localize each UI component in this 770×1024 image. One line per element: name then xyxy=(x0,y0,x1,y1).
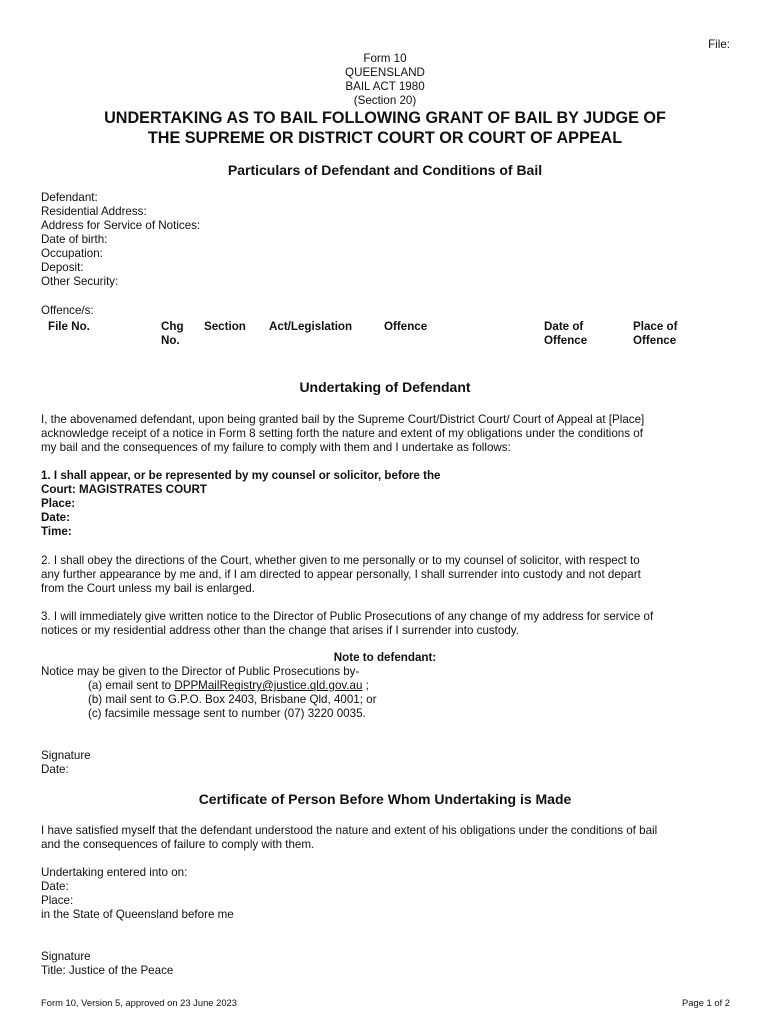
defendant-date-label: Date: xyxy=(41,763,69,776)
note-heading: Note to defendant: xyxy=(333,651,437,664)
undertaking-heading: Undertaking of Defendant xyxy=(299,379,471,395)
entered-label: Undertaking entered into on: xyxy=(41,866,188,879)
particulars-heading: Particulars of Defendant and Conditions of Bail xyxy=(227,162,543,178)
item-3-line: 3. I will immediately give written notice to the Director of Public Prosecutions of any change of my address for service of xyxy=(41,610,654,623)
col-act: Act/Legislation xyxy=(269,320,353,333)
item-2-line: from the Court unless my bail is enlarged. xyxy=(41,582,255,595)
col-place-line2: Offence xyxy=(633,334,677,347)
item-3-line: notices or my residential address other than the change that arises if I surrender into custody. xyxy=(41,624,519,637)
col-file-no: File No. xyxy=(48,320,90,333)
col-place xyxy=(633,320,677,348)
field-service-address: Address for Service of Notices: xyxy=(41,219,201,232)
field-date-of-birth: Date of birth: xyxy=(41,233,108,246)
field-residential-address: Residential Address: xyxy=(41,205,147,218)
title-line-1: UNDERTAKING AS TO BAIL FOLLOWING GRANT OF BAIL BY JUDGE OF xyxy=(104,109,666,127)
footer-page-number: Page 1 of 2 xyxy=(682,997,730,1008)
entered-place-label: Place: xyxy=(41,894,74,907)
item-1-date: Date: xyxy=(41,511,70,524)
intro-line: my bail and the consequences of my failure to comply with them and I undertake as follows: xyxy=(41,441,511,454)
note-item-a xyxy=(88,679,369,693)
certificate-heading: Certificate of Person Before Whom Undertaking is Made xyxy=(198,791,572,807)
act-name: BAIL ACT 1980 xyxy=(345,80,425,93)
certificate-line: and the consequences of failure to comply with them. xyxy=(41,838,315,851)
item-2-line: any further appearance by me and, if I am directed to appear personally, I shall surrender into custody and not depart xyxy=(41,568,641,581)
col-offence: Offence xyxy=(384,320,428,333)
dpp-email-link[interactable]: DPPMailRegistry@justice.qld.gov.au xyxy=(174,679,363,692)
item-1-court: Court: MAGISTRATES COURT xyxy=(41,483,207,496)
note-item-b: (b) mail sent to G.P.O. Box 2403, Brisbane Qld, 4001; or xyxy=(88,693,377,706)
entered-date-label: Date: xyxy=(41,880,69,893)
section-ref: (Section 20) xyxy=(353,94,417,107)
jp-signature-label: Signature xyxy=(41,950,91,963)
field-occupation: Occupation: xyxy=(41,247,103,260)
note-intro: Notice may be given to the Director of Public Prosecutions by- xyxy=(41,665,360,678)
state-line: in the State of Queensland before me xyxy=(41,908,234,921)
item-3 xyxy=(41,610,731,638)
col-date xyxy=(544,320,587,348)
item-1-line: 1. I shall appear, or be represented by my counsel or solicitor, before the xyxy=(41,469,441,482)
col-chg-line2: No. xyxy=(161,334,180,347)
title-line-2: THE SUPREME OR DISTRICT COURT OR COURT OF APPEAL xyxy=(147,129,623,147)
col-date-line2: Offence xyxy=(544,334,588,347)
file-label: File: xyxy=(708,38,730,51)
col-place-line1: Place of xyxy=(633,320,678,333)
undertaking-intro xyxy=(41,413,731,455)
defendant-signature-label: Signature xyxy=(41,749,91,762)
document-title xyxy=(0,108,770,148)
item-1-time: Time: xyxy=(41,525,72,538)
col-section: Section xyxy=(204,320,246,333)
footer-version: Form 10, Version 5, approved on 23 June 2023 xyxy=(41,997,237,1008)
certificate-line: I have satisfied myself that the defendant understood the nature and extent of his obligations under the conditions of bail xyxy=(41,824,658,837)
jurisdiction: QUEENSLAND xyxy=(345,66,425,79)
item-1-place: Place: xyxy=(41,497,76,510)
item-2 xyxy=(41,554,731,596)
field-defendant: Defendant: xyxy=(41,191,98,204)
field-other-security: Other Security: xyxy=(41,275,119,288)
note-a-prefix: (a) email sent to xyxy=(88,679,175,692)
field-deposit: Deposit: xyxy=(41,261,84,274)
col-chg-no xyxy=(161,320,184,348)
col-date-line1: Date of xyxy=(544,320,584,333)
col-chg-line1: Chg xyxy=(161,320,184,333)
form-header xyxy=(0,52,770,108)
certificate-text xyxy=(41,824,731,852)
offences-label: Offence/s: xyxy=(41,304,94,317)
note-item-c: (c) facsimile message sent to number (07) 3220 0035. xyxy=(88,707,366,720)
item-1 xyxy=(41,469,440,539)
jp-title: Title: Justice of the Peace xyxy=(41,964,174,977)
note-a-suffix: ; xyxy=(362,679,369,692)
item-2-line: 2. I shall obey the directions of the Court, whether given to me personally or to my counsel of solicitor, with respect to xyxy=(41,554,640,567)
form-number: Form 10 xyxy=(363,52,407,65)
intro-line: acknowledge receipt of a notice in Form 8 setting forth the nature and extent of my obligations under the conditions of xyxy=(41,427,643,440)
intro-line: I, the abovenamed defendant, upon being granted bail by the Supreme Court/District Court/ Court of Appeal at [Place] xyxy=(41,413,645,426)
